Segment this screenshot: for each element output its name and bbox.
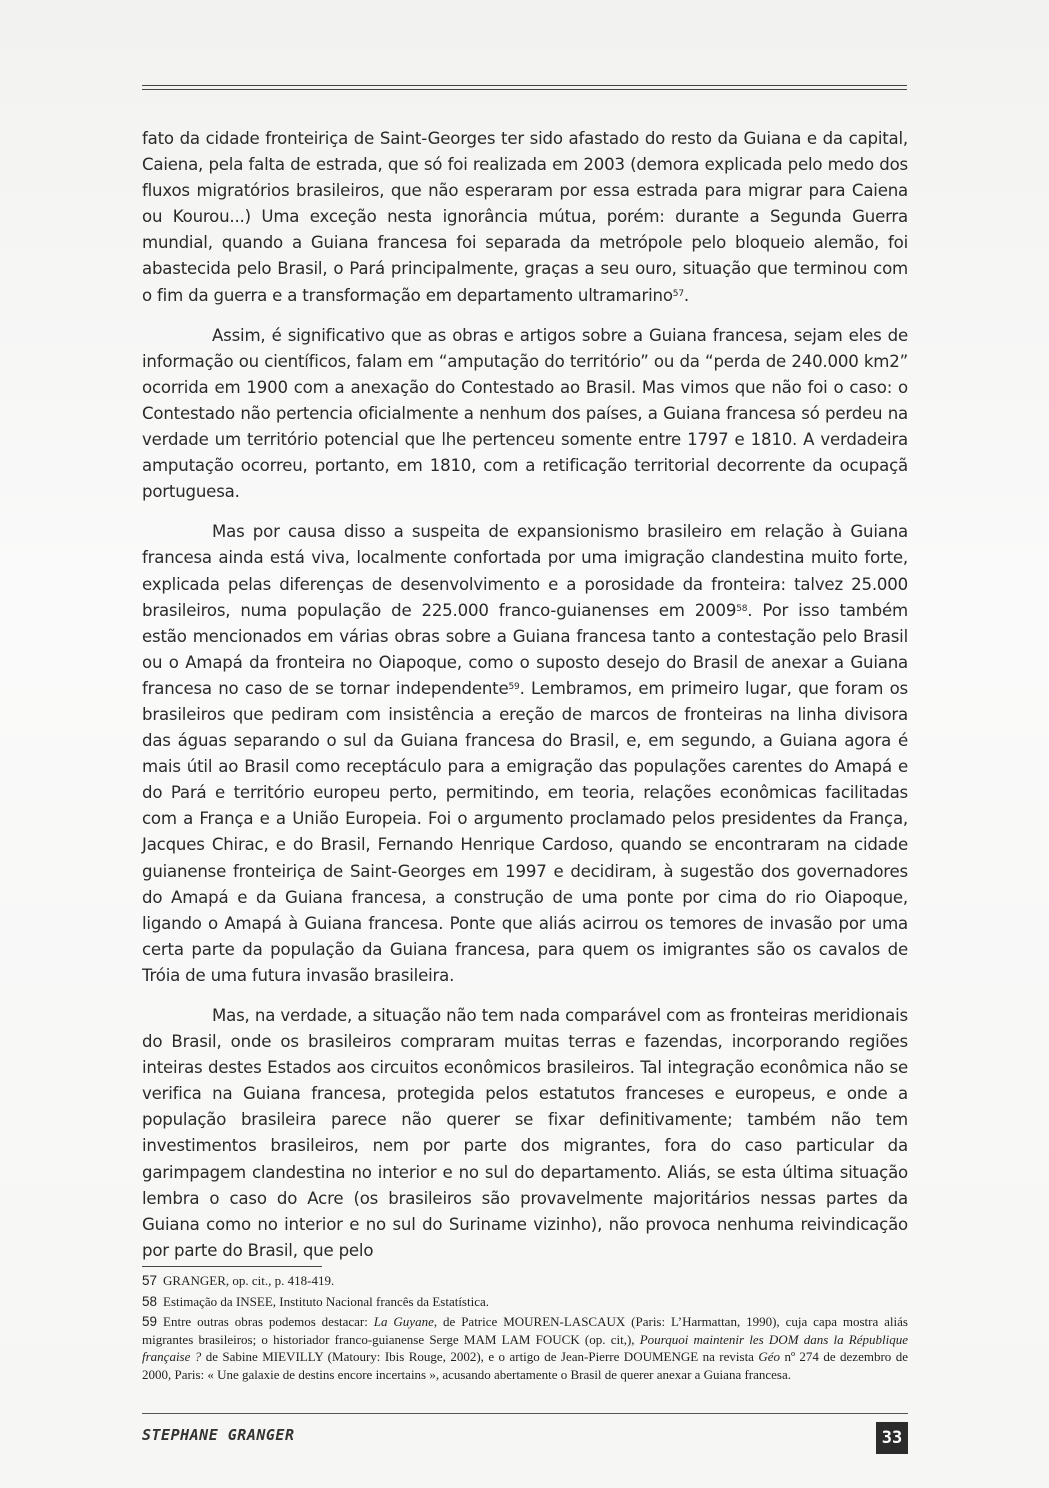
- footnote-text-d: nº 274 de dezembro de 2000, Paris: « Une galaxie de destins encore incertains », acusando abertamente o Brasil de querer anexar a Guiana francesa.: [142, 1349, 908, 1382]
- paragraph-1: [142, 126, 908, 309]
- footnote-text: Estimação da INSEE, Instituto Nacional francês da Estatística.: [163, 1293, 490, 1309]
- paragraph-3-part-c: . Lembramos, em primeiro lugar, que foram os brasileiros que pediram com insistência a ereção de marcos de fronteiras na linha divisora das águas separando o sul da Guiana francesa do Brasil, e, em segundo, a Guiana agora é mais útil ao Brasil como receptáculo para a emigração das populações carentes do Amapá e do Pará e território europeu perto, permitindo, em teoria, relações econômicas facilitadas com a França e a União Europeia. Foi o argumento proclamado pelos presidentes da França, Jacques Chirac, e do Brasil, Fernando Henrique Cardoso, quando se encontraram na cidade guianense fronteiriça de Saint-Georges em 1997 e decidiram, à sugestão dos governadores do Amapá e da Guiana francesa, a construção de uma ponte por cima do rio Oiapoque, ligando o Amapá à Guiana francesa. Ponte que aliás acirrou os temores de invasão por uma certa parte da população da Guiana francesa, para quem os imigrantes são os cavalos de Tróia de uma futura invasão brasileira.: [142, 678, 908, 985]
- paragraph-4: Mas, na verdade, a situação não tem nada comparável com as fronteiras meridionais do Brasil, onde os brasileiros compraram muitas terras e fazendas, incorporando regiões inteiras destes Estados aos circuitos econômicos brasileiros. Tal integração econômica não se verifica na Guiana francesa, protegida pelos estatutos franceses e europeus, e onde a população brasileira parece não querer se fixar definitivamente; também não tem investimentos brasileiros, nem por parte dos migrantes, fora do caso particular da garimpagem clandestina no interior e no sul do departamento. Aliás, se esta última situação lembra o caso do Acre (os brasileiros são provavelmente majoritários nessas partes da Guiana como no interior e no sul do Suriname vizinho), não provoca nenhuma reivindicação por parte do Brasil, que pelo: [142, 1006, 908, 1260]
- body-text: [142, 126, 908, 1278]
- footnote-text-c: de Sabine MIEVILLY (Matoury: Ibis Rouge, 2002), e o artigo de Jean-Pierre DOUMENGE na revista: [201, 1349, 759, 1364]
- footnote-number: 57: [142, 1273, 158, 1288]
- footnote-text: GRANGER, op. cit., p. 418-419.: [163, 1273, 335, 1288]
- book-title-pourquoi: Pourquoi maintenir les DOM dans la République française ?: [142, 1331, 908, 1364]
- paragraph-3: [142, 519, 908, 989]
- footnotes: [142, 1272, 908, 1386]
- page-number: 33: [876, 1422, 908, 1454]
- paragraph-1-end: .: [683, 285, 689, 305]
- footnote-57: [142, 1272, 908, 1290]
- footnote-59: [142, 1313, 908, 1383]
- header-rule-top: [142, 85, 907, 86]
- magazine-title-geo: Géo: [758, 1349, 781, 1364]
- paragraph-3-part-a: Mas por causa disso a suspeita de expansionismo brasileiro em relação à Guiana francesa ainda está viva, localmente confortada por uma imigração clandestina muito forte, explicada pelas diferenças de desenvolvimento e a porosidade da fronteira: talvez 25.000 brasileiros, numa população de 225.000 franco-guianenses em 2009: [142, 522, 908, 620]
- footnote-separator: [142, 1266, 322, 1267]
- paragraph-3-part-b: . Por isso também estão mencionados em várias obras sobre a Guiana francesa tanto a contestação pelo Brasil ou o Amapá da fronteira no Oiapoque, como o suposto desejo do Brasil de anexar a Guiana francesa no caso de se tornar independente: [142, 600, 908, 698]
- paragraph-2: Assim, é significativo que as obras e artigos sobre a Guiana francesa, sejam eles de informação ou científicos, falam em “amputação do território” ou da “perda de 240.000 km2” ocorrida em 1900 com a anexação do Contestado ao Brasil. Mas vimos que não foi o caso: o Contestado não pertencia oficialmente a nenhum dos países, a Guiana francesa só perdeu na verdade um território potencial que lhe pertenceu somente entre 1797 e 1810. A verdadeira amputação ocorreu, portanto, em 1810, com a retificação territorial decorrente da ocupaçã portuguesa.: [142, 325, 908, 502]
- footer-rule: [142, 1413, 908, 1414]
- footnote-text-a: Entre outras obras podemos destacar:: [163, 1314, 374, 1329]
- footnote-text-b: , de Patrice MOUREN-LASCAUX (Paris: L’Harmattan, 1990), cuja capa mostra aliás migrantes brasileiros; o historiador franco-guianense Serge MAM LAM FOUCK (op. cit,),: [142, 1314, 908, 1347]
- paragraph-1-text: fato da cidade fronteiriça de Saint-Georges ter sido afastado do resto da Guiana e da capital, Caiena, pela falta de estrada, que só foi realizada em 2003 (demora explicada pelo medo dos fluxos migratórios brasileiros, que não esperaram por essa estrada para migrar para Caiena ou Kourou...) Uma exceção nesta ignorância mútua, porém: durante a Segunda Guerra mundial, quando a Guiana francesa foi separada da metrópole pelo bloqueio alemão, foi abastecida pelo Brasil, o Pará principalmente, graças a seu ouro, situação que terminou com o fim da guerra e a transformação em departamento ultramarino: [142, 129, 908, 305]
- footnote-number: 58: [142, 1293, 158, 1309]
- footnote-ref-57[interactable]: 57: [672, 288, 684, 299]
- header-rule-bottom: [142, 89, 907, 90]
- book-title-la-guyane: La Guyane: [373, 1314, 434, 1329]
- footnote-number: 59: [142, 1314, 158, 1329]
- footnote-ref-59[interactable]: 59: [508, 681, 520, 692]
- footnote-58: [142, 1293, 908, 1311]
- footer-author: STEPHANE GRANGER: [142, 1426, 295, 1444]
- footnote-ref-58[interactable]: 58: [736, 603, 748, 614]
